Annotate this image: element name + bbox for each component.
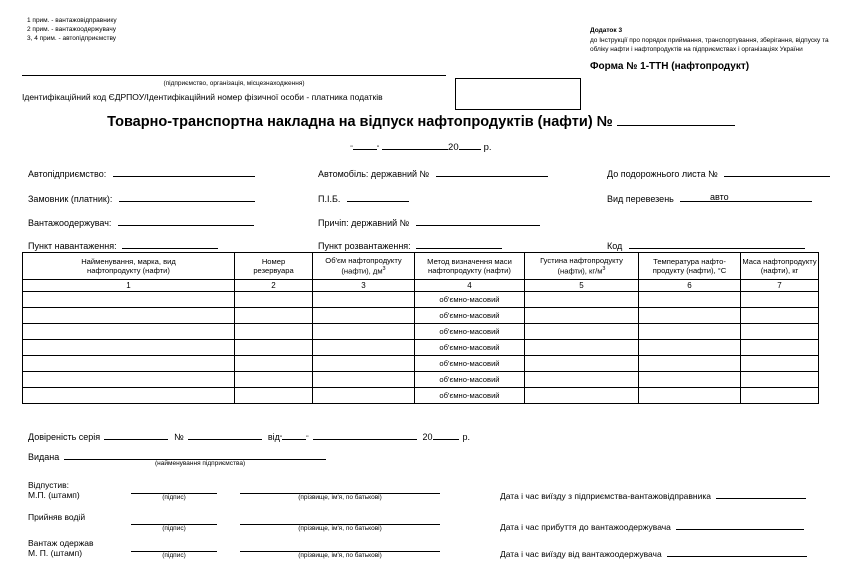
signature-label-cargo-received-line1: Вантаж одержав [28,538,94,548]
table-col-header-mass [741,253,819,280]
date-year-field[interactable] [459,140,481,150]
copies-note-line-1: 1 прим. - вантажовідправнику [27,17,117,24]
field-transport-type-value: авто [710,192,729,202]
signature-field-receiver-signature[interactable] [131,551,217,560]
field-trailer-plate-label: Причіп: державний № [318,218,410,228]
field-loading-point-label: Пункт навантаження: [28,241,117,251]
table-col-header-method-line2: нафтопродукту (нафти) [428,266,511,275]
field-transport-type-input[interactable] [680,192,812,202]
date-year-suffix: р. [483,142,492,153]
enterprise-name-field[interactable] [22,75,446,76]
signature-label-cargo-received [28,538,94,558]
table-col-header-density-line1: Густина нафтопродукту [540,255,623,265]
date-departure-shipper-label: Дата і час виїзду з підприємства-вантажовідправника [500,491,711,501]
cell-temperature[interactable] [639,388,741,404]
field-consignee-label: Вантажоодержувач: [28,218,112,228]
enterprise-caption: (підприємство, організація, місцезнаходження) [163,80,305,87]
date-day-field[interactable] [353,140,380,152]
table-row[interactable] [23,372,819,388]
signature-caption: (підпис) [162,552,186,559]
table-col-header-density-line2: (нафти), $кг/м^3$ [557,266,606,276]
cell-density[interactable] [525,292,639,308]
table-col-header-name-line2: нафтопродукту (нафти) [87,266,170,275]
field-vehicle-plate-label: Автомобіль: державний № [318,169,430,179]
annex-body: до Інструкції про порядок приймання, транспортування, зберігання, відпуску та обліку нафти і нафтопродуктів на підприємствах і організаціях України [590,37,829,53]
table-header-row [23,253,819,280]
document-number-field[interactable] [617,116,735,126]
table-row[interactable] [23,356,819,372]
cell-volume[interactable] [313,308,415,324]
volume-unit-exponent: 3 [382,266,386,273]
page-title-text: Товарно-транспортна накладна на відпуск нафтопродуктів (нафти) № [107,114,613,130]
table-col-header-temperature-line2: продукту (нафти), °C [652,266,727,275]
table-column-number-row [23,280,819,292]
table-col-header-temperature-line1: Температура нафто- [653,256,726,266]
signature-label-released-line1: Відпустив: [28,480,70,490]
cell-method[interactable]: об'ємно-масовий [415,324,525,340]
field-loading-point [28,239,218,251]
copies-distribution-note [27,16,117,43]
cell-name[interactable] [23,308,235,324]
signature-caption: (підпис) [162,494,186,501]
cell-density[interactable] [525,340,639,356]
date-departure-consignee [500,547,807,559]
copies-note-line-3: 3, 4 прим. - автопідприємству [27,35,117,42]
table-col-number-4: 4 [415,280,525,292]
field-vehicle-plate [318,167,548,179]
field-code-input[interactable] [629,239,805,249]
proxy-year-input[interactable] [433,430,459,440]
cell-tank[interactable] [235,292,313,308]
field-consignee-input[interactable] [118,216,254,226]
field-trailer-plate-input[interactable] [416,216,540,226]
table-row[interactable] [23,388,819,404]
date-year-prefix: 20 [448,142,459,153]
proxy-issued-caption: (найменування підприємства) [155,460,246,467]
cell-volume[interactable] [313,292,415,308]
signature-field-receiver-fullname[interactable] [240,551,440,560]
cell-name[interactable] [23,292,235,308]
cell-volume[interactable] [313,324,415,340]
cell-mass[interactable] [741,388,819,404]
table-col-header-tank-line2: резервуара [253,266,294,275]
field-customer-input[interactable] [119,192,255,202]
fullname-caption: (прізвище, ім'я, по батькові) [298,552,382,559]
cell-name[interactable] [23,356,235,372]
proxy-series-label: Довіреність серія [28,432,101,442]
proxy-series-input[interactable] [104,430,168,440]
cell-volume[interactable] [313,356,415,372]
field-unloading-point [318,239,502,251]
document-date-row [0,140,842,153]
date-arrival-consignee [500,520,804,532]
page-title [0,114,842,130]
table-col-header-density [525,253,639,280]
cell-tank[interactable] [235,308,313,324]
field-vehicle-plate-input[interactable] [436,167,548,177]
table-col-header-temperature [639,253,741,280]
table-col-number-5: 5 [525,280,639,292]
table-col-header-tank [235,253,313,280]
date-quote-close: " [376,145,380,152]
table-col-header-name [23,253,235,280]
proxy-from-label: від [267,432,280,442]
field-driver-name-input[interactable] [347,192,409,202]
cell-density[interactable] [525,356,639,372]
field-customer [28,192,255,204]
cell-temperature[interactable] [639,340,741,356]
proxy-number-input[interactable] [188,430,262,440]
field-code [607,239,805,251]
table-col-header-volume-line2: (нафти), $дм^3$ [341,266,386,276]
table-col-number-7: 7 [741,280,819,292]
table-col-header-mass-line1: Маса нафтопродукту [742,256,817,266]
density-unit-exponent: 3 [602,266,606,273]
field-trailer-plate [318,216,540,228]
cell-mass[interactable] [741,356,819,372]
cell-mass[interactable] [741,308,819,324]
cell-density[interactable] [525,308,639,324]
cell-density[interactable] [525,388,639,404]
field-consignee [28,216,254,228]
table-body [23,292,819,404]
fullname-caption: (прізвище, ім'я, по батькові) [298,525,382,532]
field-waybill-number-label: До подорожнього листа № [607,169,718,179]
cell-name[interactable] [23,372,235,388]
date-arrival-consignee-label: Дата і час прибуття до вантажоодержувача [500,522,671,532]
field-code-label: Код [607,241,623,251]
field-autoenterprise-label: Автопідприємство: [28,169,107,179]
oil-products-table [22,252,819,404]
table-col-header-name-line1: Найменування, марка, вид [81,256,176,266]
field-unloading-point-label: Пункт розвантаження: [318,241,411,251]
cell-volume[interactable] [313,340,415,356]
table-row[interactable] [23,340,819,356]
cell-mass[interactable] [741,324,819,340]
table-col-number-3: 3 [313,280,415,292]
proxy-quote-open: " [279,435,283,442]
field-waybill-number [607,167,830,179]
table-row[interactable] [23,292,819,308]
cell-mass[interactable] [741,372,819,388]
signature-field-released-fullname[interactable] [240,493,440,502]
field-unloading-point-input[interactable] [416,239,502,249]
cell-temperature[interactable] [639,324,741,340]
signature-label-released-line2: М.П. (штамп) [28,490,80,500]
cell-method[interactable]: об'ємно-масовий [415,292,525,308]
table-col-header-volume [313,253,415,280]
table-col-header-method [415,253,525,280]
cell-temperature[interactable] [639,308,741,324]
table-row[interactable] [23,308,819,324]
cell-tank[interactable] [235,356,313,372]
cell-density[interactable] [525,372,639,388]
cell-volume[interactable] [313,388,415,404]
cell-mass[interactable] [741,340,819,356]
proxy-issued-label: Видана [28,452,60,462]
annex-reference-note [590,26,840,54]
date-arrival-consignee-input[interactable] [676,520,804,530]
copies-note-line-2: 2 прим. - вантажоодержувачу [27,26,116,33]
signature-field-driver-signature[interactable] [131,524,217,533]
field-autoenterprise [28,167,255,179]
table-col-number-1: 1 [23,280,235,292]
cell-mass[interactable] [741,292,819,308]
cell-method[interactable]: об'ємно-масовий [415,356,525,372]
cell-name[interactable] [23,324,235,340]
cell-method[interactable]: об'ємно-масовий [415,388,525,404]
cell-tank[interactable] [235,340,313,356]
date-quote-open: " [350,145,353,152]
field-transport-type-label: Вид перевезень [607,194,674,204]
table-col-number-2: 2 [235,280,313,292]
cell-tank[interactable] [235,324,313,340]
cell-tank[interactable] [235,388,313,404]
date-month-field[interactable] [382,140,448,150]
proxy-year-prefix: 20 [422,432,433,442]
cell-method[interactable]: об'ємно-масовий [415,308,525,324]
signature-label-released [28,480,80,500]
table-col-header-method-line1: Метод визначення маси [427,256,512,266]
field-driver-name-label: П.І.Б. [318,194,341,204]
signature-label-driver-accepted [28,512,85,522]
date-departure-shipper-input[interactable] [716,489,806,499]
date-departure-shipper [500,489,806,501]
proxy-row [28,430,470,443]
proxy-issued-input[interactable] [64,450,326,460]
proxy-number-label: № [174,432,184,442]
annex-title: Додаток 3 [590,27,623,34]
cell-temperature[interactable] [639,292,741,308]
date-departure-consignee-label: Дата і час виїзду від вантажоодержувача [500,549,662,559]
signature-field-driver-fullname[interactable] [240,524,440,533]
proxy-day-input[interactable] [279,430,309,442]
identification-code-box[interactable] [455,78,581,110]
field-driver-name [318,192,409,204]
table-row[interactable] [23,324,819,340]
cell-density[interactable] [525,324,639,340]
field-loading-point-input[interactable] [122,239,218,249]
field-autoenterprise-input[interactable] [113,167,255,177]
proxy-quote-close: " [306,435,309,442]
table-col-header-tank-line1: Номер [261,256,286,266]
signature-caption: (підпис) [162,525,186,532]
cell-method[interactable]: об'ємно-масовий [415,340,525,356]
signature-label-driver-accepted-line1: Прийняв водій [28,512,86,522]
signature-label-cargo-received-line2: М. П. (штамп) [28,548,83,558]
identification-code-label: Ідентифікаційний код ЄДРПОУ/Ідентифікаційний номер фізичної особи - платника податків [22,92,383,102]
field-customer-label: Замовник (платник): [28,194,113,204]
cell-temperature[interactable] [639,372,741,388]
proxy-month-input[interactable] [313,430,417,440]
signature-field-released-signature[interactable] [131,493,217,502]
cell-tank[interactable] [235,372,313,388]
field-waybill-number-input[interactable] [724,167,830,177]
cell-temperature[interactable] [639,356,741,372]
cell-volume[interactable] [313,372,415,388]
table-col-header-volume-line1: Об'єм нафтопродукту [325,255,402,265]
date-departure-consignee-input[interactable] [667,547,807,557]
form-number-label: Форма № 1-ТТН (нафтопродукт) [590,61,750,72]
table-col-header-mass-line2: (нафти), кг [760,266,799,275]
cell-name[interactable] [23,340,235,356]
cell-name[interactable] [23,388,235,404]
table-col-number-6: 6 [639,280,741,292]
fullname-caption: (прізвище, ім'я, по батькові) [298,494,382,501]
proxy-year-suffix: р. [462,432,471,442]
cell-method[interactable]: об'ємно-масовий [415,372,525,388]
